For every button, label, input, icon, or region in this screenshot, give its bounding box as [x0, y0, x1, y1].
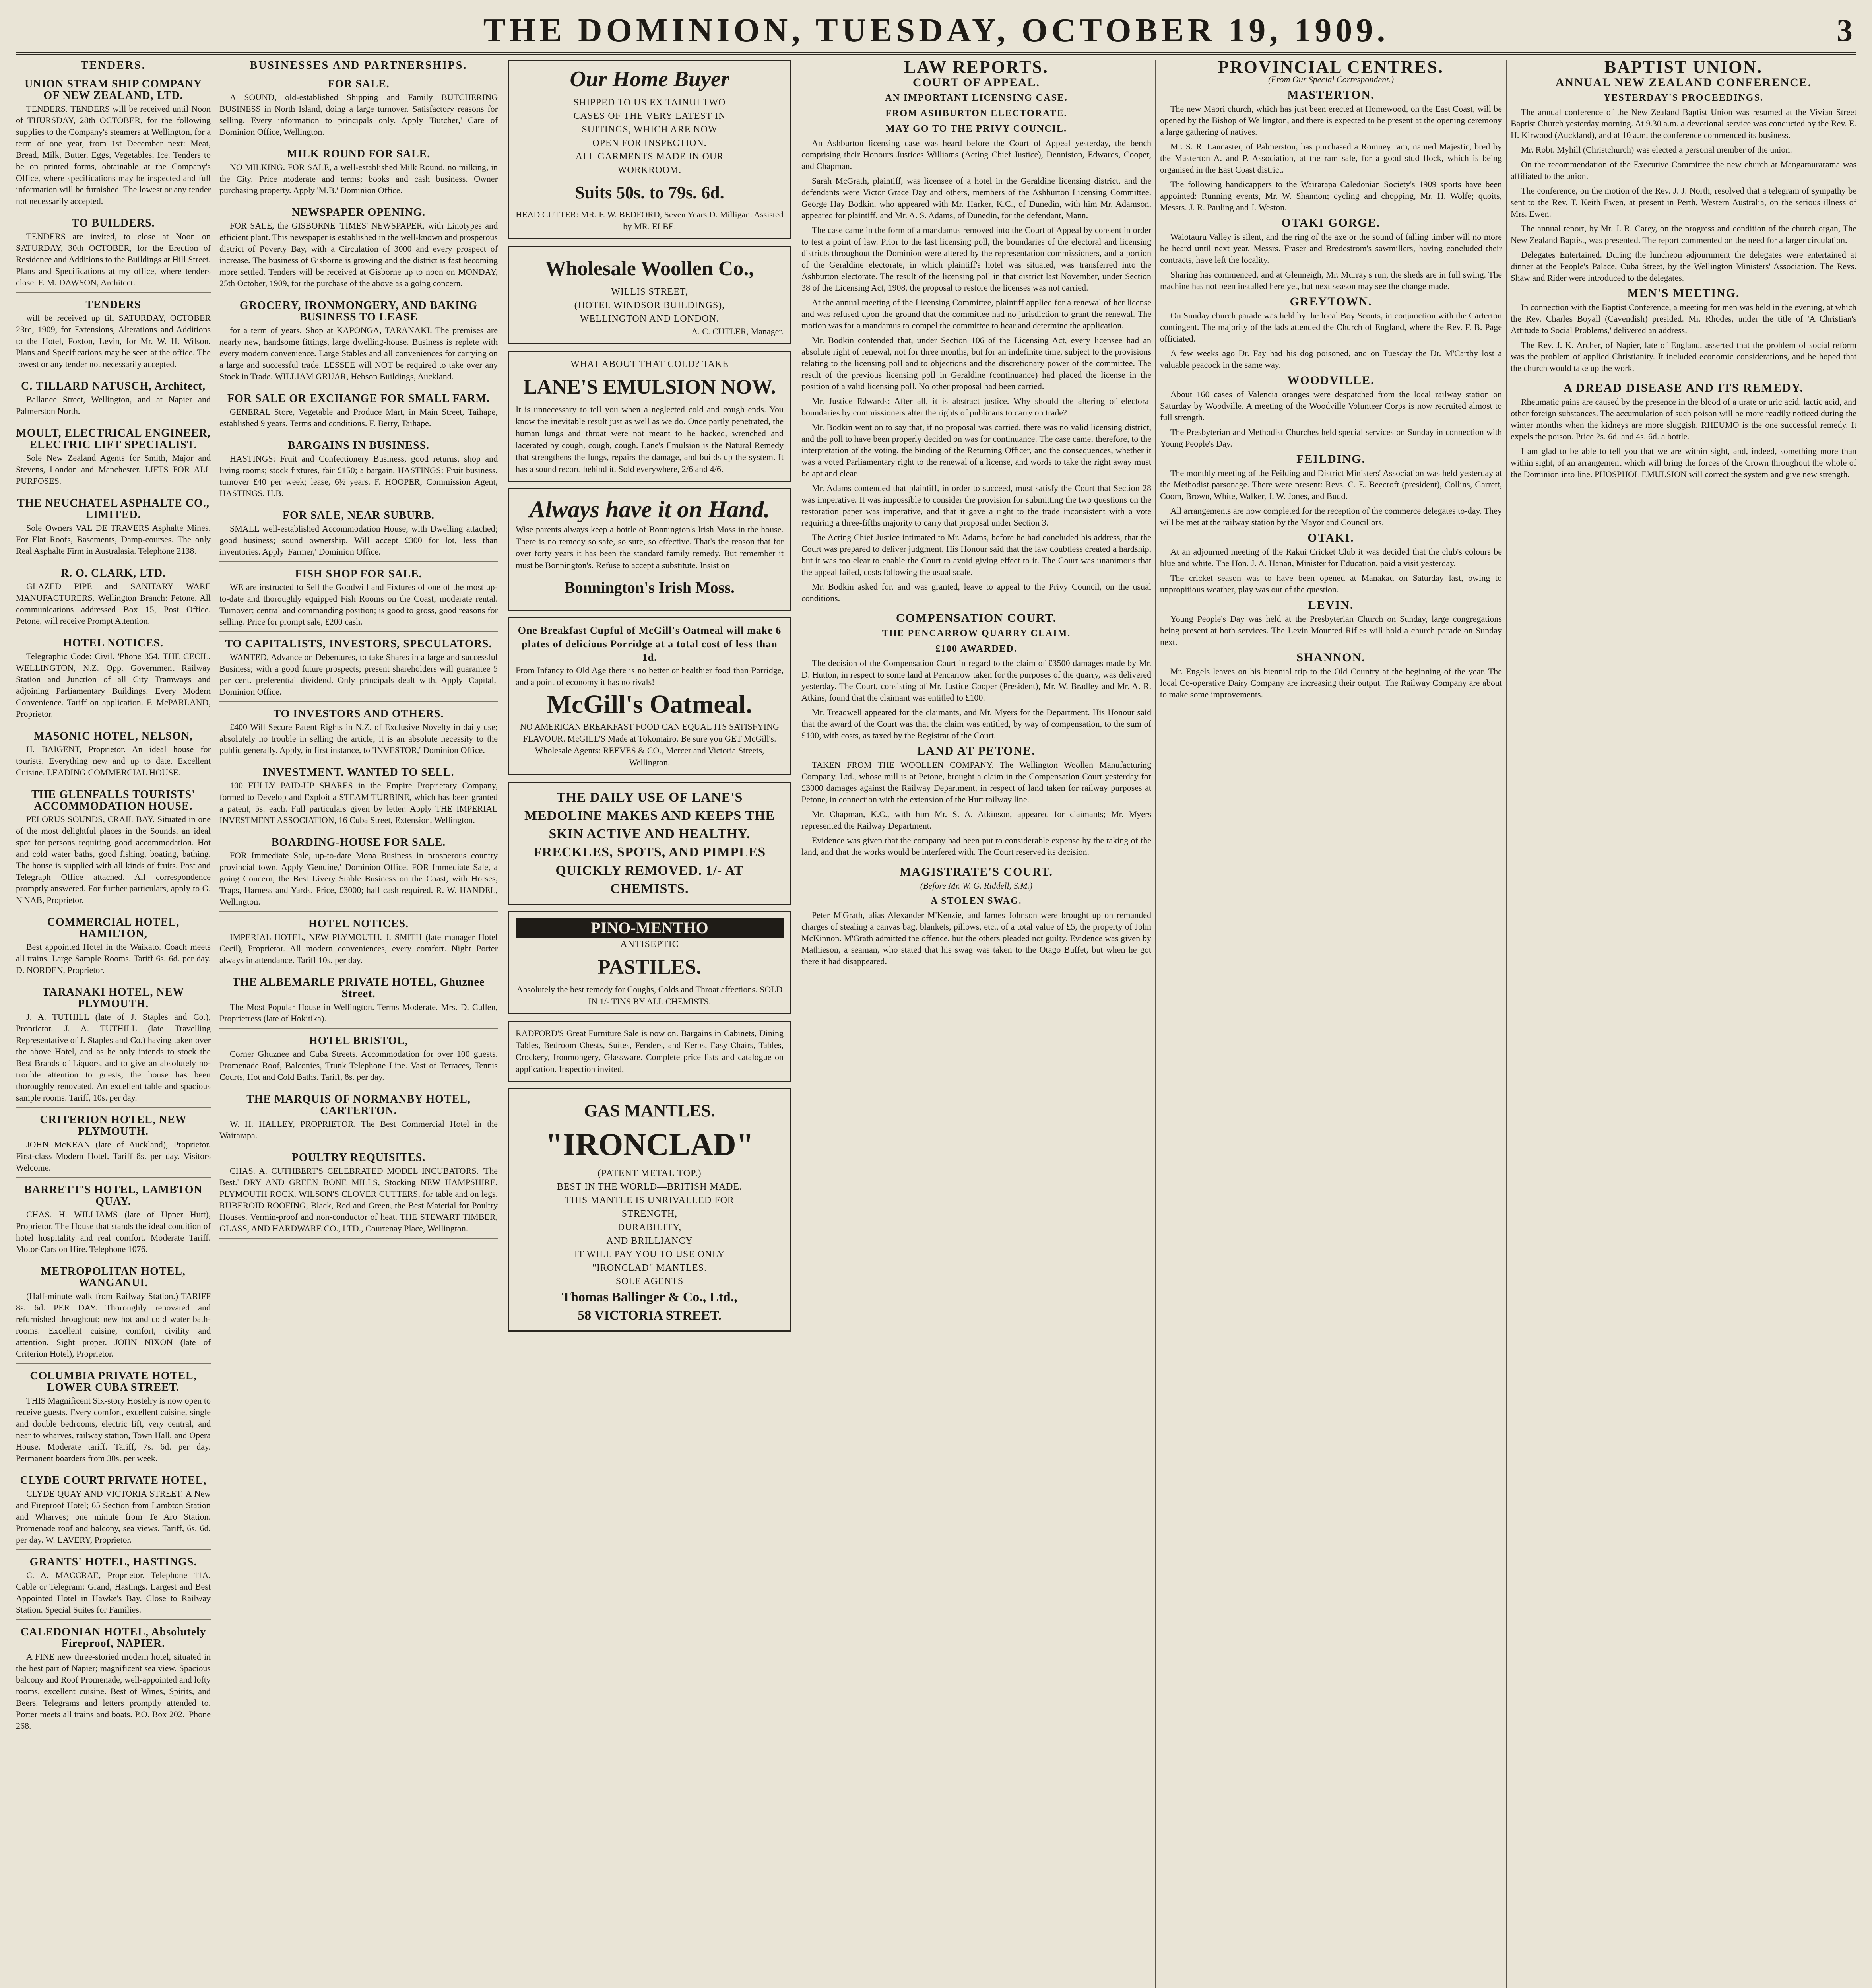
item-text: HASTINGS: Fruit and Confectionery Business, good returns, shop and living rooms; stock fixtures, fair £150; a bargain. HASTINGS: Fruit business, turnover £40 per week; lease, 6½ years. F. HOOPER, Commission Agent, HASTINGS, H.B.: [219, 454, 498, 498]
ad-text: It is unnecessary to tell you when a neglected cold and cough ends. You know the inevitable result just as well as we do. Once partly penetrated, the human lungs and throat were not meant to be hacked, wrenched and lacerated by cough, cough, cough. Lane's Emulsion is the Natural Remedy that strengthens the lungs, repairs the damage, and builds up the system. It has a sound record behind it. Sold everywhere, 2/6 and 4/6.: [516, 404, 784, 474]
column-provincial-centres: [1160, 60, 1502, 1988]
paragraph: Evidence was given that the company had been put to considerable expense by the taking of the land, and that the works would be interfered with. The Court reserved its decision.: [801, 835, 1151, 857]
ad-line: IT WILL PAY YOU TO USE ONLY: [574, 1249, 725, 1260]
page-number: 3: [1837, 13, 1853, 48]
subsection-heading: MAY GO TO THE PRIVY COUNCIL.: [885, 124, 1067, 134]
item-text: IMPERIAL HOTEL, NEW PLYMOUTH. J. SMITH (late manager Hotel Cecil), Proprietor. All modern conveniences, every comfort. Night Porter always in attendance. Tariff 10s. per day.: [219, 932, 498, 965]
classified-item: [16, 986, 211, 1108]
column-baptist-union: [1511, 60, 1856, 1988]
item-text: CHAS. A. CUTHBERT'S CELEBRATED MODEL INCUBATORS. 'The Best.' DRY AND GREEN BONE MILLS, Stocking NEW HAMPSHIRE, PLYMOUTH ROCK, WILSON'S CLOVER CUTTERS, for table and on legs. RUBEROID ROOFING, Black, Red and Green, the Best Material for Poultry Houses. Vermin-proof and non-conductor of heat. THE STEWART TIMBER, GLASS, AND HARDWARE CO., LTD., Courtenay Place, Wellington.: [219, 1166, 498, 1233]
item-title: MILK ROUND FOR SALE.: [287, 148, 431, 160]
ad-line: AND BRILLIANCY: [606, 1236, 693, 1246]
classified-item: [219, 1152, 498, 1239]
ad-headline: Always have it on Hand.: [529, 496, 770, 522]
ad-text: RADFORD'S Great Furniture Sale is now on. Bargains in Cabinets, Dining Tables, Bedroom Chests, Suites, Fenders, and Kerbs, Easy Chairs, Tables, Crockery, Ironmongery, Glassware. Complete price lists and catalogue on application. Inspection invited.: [516, 1028, 784, 1074]
ad-line: STRENGTH,: [621, 1209, 678, 1219]
paragraph: All arrangements are now completed for the reception of the commerce delegates to-day. They will be met at the railway station by the Mayor and Councillors.: [1160, 506, 1502, 527]
paragraph: Mr. Justice Edwards: After all, it is abstract justice. Why should the altering of electoral boundaries by commissioners alter the rights of publicans to carry on trade?: [801, 396, 1151, 417]
businesses-list: [219, 78, 498, 1239]
subsection-heading: MASTERTON.: [1287, 88, 1375, 101]
ad-line: DURABILITY,: [617, 1222, 682, 1233]
paragraph: The annual report, by Mr. J. R. Carey, on the progress and condition of the church organ, The New Zealand Baptist, was presented. The report commented on the need for a larger circulation.: [1511, 223, 1856, 245]
subsection-heading: FEILDING.: [1296, 452, 1366, 466]
ad-line: THIS MANTLE IS UNRIVALLED FOR: [565, 1195, 734, 1206]
ad-text: From Infancy to Old Age there is no better or healthier food than Porridge, and a point of economy it has no rivals!: [516, 665, 784, 687]
item-title: INVESTMENT. WANTED TO SELL.: [263, 766, 454, 779]
ad-brand: Bonnington's Irish Moss.: [565, 579, 735, 596]
classified-item: [219, 440, 498, 503]
classified-item: [16, 916, 211, 980]
ad-lines: [516, 1167, 784, 1275]
ad-radford-sale: [508, 1021, 791, 1082]
tenders-list: [16, 78, 211, 1736]
item-title: HOTEL NOTICES.: [63, 637, 164, 649]
item-text: will be received up till SATURDAY, OCTOBER 23rd, 1909, for Extensions, Alterations and Additions to the Hotel, Foxton, Levin, for Mr. W. H. Wilson. Plans and Specifications may be seen at the office. The lowest or any tender not necessarily accepted.: [16, 313, 211, 369]
item-text: SMALL well-established Accommodation House, with Dwelling attached; good business; sound ownership. Will accept £300 for lot, less than inventories. Apply 'Farmer,' Dominion Office.: [219, 524, 498, 557]
ad-agents: SOLE AGENTS: [615, 1276, 684, 1287]
item-text: CHAS. H. WILLIAMS (late of Upper Hutt), Proprietor. The House that stands the ideal condition of hotel hospitality and real comfort. Moderate Tariff. Motor-Cars on Hire. Telephone 1076.: [16, 1209, 211, 1254]
item-text: FOR Immediate Sale, up-to-date Mona Business in prosperous country provincial town. Apply 'Genuine,' Dominion Office. FOR Immediate Sale, a going Concern, the Best Livery Stable Business on the Coast, with Horses, Traps, Harness and Yards. Price, £3000; half cash required. R. W. HANDEL, Wellington.: [219, 850, 498, 907]
classified-item: [219, 78, 498, 142]
section-heading: LAW REPORTS.: [904, 60, 1049, 77]
item-text: WE are instructed to Sell the Goodwill and Fixtures of one of the most up-to-date and thoroughly equipped Fish Rooms on the Coast; moderate rental. Turnover; central and commanding position; is good to gross, good reasons for selling. Price for prompt sale, £200 cash.: [219, 582, 498, 627]
ad-bonnington: [508, 488, 791, 611]
subsection-heading: SHANNON.: [1296, 651, 1366, 664]
classified-item: [16, 789, 211, 910]
ad-line: CASES OF THE VERY LATEST IN: [573, 111, 726, 121]
paragraph: Sarah McGrath, plaintiff, was licensee of a hotel in the Geraldine licensing district, and the defendants were Victor Grace Day and others, members of the Ashburton Licensing Committee. George Hay Bodkin, who appeared with Mr. Harker, K.C., of Dunedin, with him Mr. Adamson, appeared for plaintiff, and Mr. A. S. Adams, of Dunedin, for the defendant, Mann.: [801, 176, 1151, 220]
item-title: COMMERCIAL HOTEL, HAMILTON,: [47, 916, 180, 940]
ad-line: WILLIS STREET,: [611, 287, 688, 297]
item-title: TENDERS: [85, 299, 141, 311]
classified-item: [16, 567, 211, 631]
article-body: [1511, 396, 1856, 480]
subsection-subtitle: (Before Mr. W. G. Riddell, S.M.): [920, 881, 1033, 891]
ad-product: PASTILES.: [597, 956, 702, 978]
item-text: H. BAIGENT, Proprietor. An ideal house for tourists. Everything new and up to date. Excellent Cuisine. LEADING COMMERCIAL HOUSE.: [16, 744, 211, 777]
paragraph: Mr. Bodkin asked for, and was granted, leave to appeal to the Privy Council, on the usual conditions.: [801, 582, 1151, 603]
classified-item: [16, 1475, 211, 1550]
item-text: GENERAL Store, Vegetable and Produce Mart, in Main Street, Taihape, established 9 years. Terms and conditions. F. Berry, Taihape.: [219, 407, 498, 428]
classified-item: [219, 977, 498, 1029]
item-text: Corner Ghuznee and Cuba Streets. Accommodation for over 100 guests. Promenade Roof, Balconies, Trunk Telephone Line. Vast of Terraces, Tennis Courts, Hot and Cold Baths. Tariff, 8s. per day.: [219, 1049, 498, 1082]
item-text: THIS Magnificent Six-story Hostelry is now open to receive guests. Every comfort, excellent cuisine, single and double bedrooms, electric lift, very central, and near to wharves, railway station, Town Hall, and Opera House. Moderate tariff. Tariff, 7s. 6d. per day. Permanent boarders from 30s. per week.: [16, 1396, 211, 1463]
column-heading: BUSINESSES AND PARTNERSHIPS.: [219, 60, 498, 74]
classified-item: [219, 568, 498, 632]
classified-item: [16, 1114, 211, 1178]
ad-home-buyer: [508, 60, 791, 239]
item-title: BARRETT'S HOTEL, LAMBTON QUAY.: [24, 1184, 202, 1208]
item-title: UNION STEAM SHIP COMPANY OF NEW ZEALAND, LTD.: [25, 78, 202, 102]
ad-line: SHIPPED TO US EX TAINUI TWO: [573, 97, 726, 108]
item-title: CRITERION HOTEL, NEW PLYMOUTH.: [40, 1114, 187, 1138]
item-title: FOR SALE.: [328, 78, 390, 90]
classified-item: [16, 1266, 211, 1364]
paragraph: Mr. Treadwell appeared for the claimants, and Mr. Myers for the Department. His Honour said that the award of the Court was that the claim was entitled, by way of compensation, to the sum of £100, with costs, as taxed by the Registrar of the Court.: [801, 707, 1151, 740]
paragraph: At the annual meeting of the Licensing Committee, plaintiff applied for a renewal of her license and was refused upon the ground that the committee had no jurisdiction to grant the renewal. The motion was for a mandamus to compel the committee to hear and determine the application.: [801, 297, 1151, 330]
item-title: THE NEUCHATEL ASPHALTE CO., LIMITED.: [17, 497, 210, 521]
item-text: FOR SALE, the GISBORNE 'TIMES' NEWSPAPER, with Linotypes and efficient plant. This newspaper is established in the well-known and prosperous district of Poverty Bay, with a Circulation of 3000 and every prospect of increase. The business of Gisborne is growing and the district is fast becoming more settled. Tenders will be received at Gisborne up to noon on MONDAY, 25th October, 1909, for the purchase of the above as a going concern.: [219, 221, 498, 288]
item-title: HOTEL NOTICES.: [308, 918, 409, 930]
item-text: JOHN McKEAN (late of Auckland), Proprietor. First-class Modern Hotel. Tariff 8s. per day. Visitors Welcome.: [16, 1140, 211, 1173]
paragraph: The new Maori church, which has just been erected at Homewood, on the East Coast, will be opened by the Bishop of Wellington, and there is expected to be present at the opening ceremony a large gathering of natives.: [1160, 104, 1502, 137]
ad-headline: GAS MANTLES.: [584, 1101, 716, 1120]
section-heading: BAPTIST UNION.: [1604, 60, 1763, 77]
ad-brand: PINO-MENTHO: [516, 918, 784, 938]
subsection-heading: AN IMPORTANT LICENSING CASE.: [885, 93, 1068, 103]
item-title: TO INVESTORS AND OTHERS.: [273, 708, 444, 720]
column-advertisements: [506, 60, 793, 1988]
item-text: 100 FULLY PAID-UP SHARES in the Empire Proprietary Company, formed to Develop and Exploit a STEAM TURBINE, which has been granted a patent; 5s. each. Full particulars given by letter. Apply THE IMPERIAL INVESTMENT ASSOCIATION, 16 Cuba Street, Extension, Wellington.: [219, 780, 498, 825]
item-text: C. A. MACCRAE, Proprietor. Telephone 11A. Cable or Telegram: Grand, Hastings. Largest and Best Appointed Hotel in Hawke's Bay. Close to Railway Station. Special Suites for Families.: [16, 1570, 211, 1615]
paragraph: Mr. Adams contended that plaintiff, in order to succeed, must satisfy the Court that Section 28 was imperative. It was impossible to consider the provision for submitting the two questions on the restoration paper was imperative, and that it gave a right to the trade inconsistent with a vote requiring a three-fifths majority to carry that proposal under Section 3.: [801, 483, 1151, 528]
article-body: [1511, 301, 1856, 374]
ad-brand: LANE'S EMULSION NOW.: [523, 376, 776, 398]
item-title: THE MARQUIS OF NORMANBY HOTEL, CARTERTON.: [246, 1093, 471, 1117]
item-title: C. TILLARD NATUSCH, Architect,: [21, 380, 206, 392]
item-title: CALEDONIAN HOTEL, Absolutely Fireproof, NAPIER.: [21, 1626, 206, 1650]
paragraph: Waiotauru Valley is silent, and the ring of the axe or the sound of falling timber will no more be heard until next year. Messrs. Fraser and Bredestrom's sawmillers, having concluded their contracts, have left the locality.: [1160, 232, 1502, 265]
paragraph: An Ashburton licensing case was heard before the Court of Appeal yesterday, the bench comprising their Honours Justices Williams (Acting Chief Justice), Denniston, Edwards, Cooper, and Chapman.: [801, 138, 1151, 171]
paragraph: Mr. Bodkin went on to say that, if no proposal was carried, there was no valid licensing district, and the poll to have been properly decided on was for continuance. The case came, therefore, to the interpretation of the voting, the binding of the Returning Officer, and the consequences, whether it was a voted Parliamentary right to the renewal of a license, and words to take the right away must be apt and clear.: [801, 422, 1151, 478]
classified-item: [219, 638, 498, 702]
item-text: W. H. HALLEY, PROPRIETOR. The Best Commercial Hotel in the Wairarapa.: [219, 1119, 498, 1140]
item-title: FOR SALE OR EXCHANGE FOR SMALL FARM.: [227, 392, 490, 405]
item-text: Sole New Zealand Agents for Smith, Major and Stevens, London and Manchester. LIFTS FOR ALL PURPOSES.: [16, 453, 211, 486]
ad-line: OPEN FOR INSPECTION.: [592, 138, 707, 148]
paragraph: On Sunday church parade was held by the local Boy Scouts, in conjunction with the Carterton contingent. The majority of the lads attended the Church of England, where the Rev. F. B. Page officiated.: [1160, 311, 1502, 344]
paragraph: I am glad to be able to tell you that we are within sight, and, indeed, something more than within sight, of an arrangement which will bring the forces of the Crown throughout the whole of the Dominion into line. PHOSPHOL EMULSION will correct the system and give new strength.: [1511, 446, 1856, 479]
classified-item: [16, 427, 211, 491]
paragraph: Mr. Robt. Myhill (Christchurch) was elected a personal member of the union.: [1521, 145, 1792, 155]
classified-item: [219, 510, 498, 562]
paragraph: On the recommendation of the Executive Committee the new church at Mangaraurarama was affiliated to the union.: [1511, 159, 1856, 181]
subsection-heading: MEN'S MEETING.: [1627, 287, 1740, 300]
paragraph: Peter M'Grath, alias Alexander M'Kenzie, and James Johnson were brought up on remanded charges of stealing a canvas bag, blankets, pillows, etc., of a total value of £5, the property of John McKinnon. M'Grath admitted the offence, but the others pleaded not guilty. Evidence was given by Mathieson, a seaman, who stated that his swag was taken to the Otago Buffet, but when he got there it had disappeared.: [801, 910, 1151, 966]
paragraph: The monthly meeting of the Feilding and District Ministers' Association was held yesterday at the Methodist parsonage. There were present: Revs. C. E. Beecroft (president), Collins, Garrett, Coom, Brown, White, Walker, J. W. Jones, and Budd.: [1160, 468, 1502, 501]
classified-item: [219, 708, 498, 760]
ad-line: "IRONCLAD" MANTLES.: [592, 1263, 707, 1273]
subsection-heading: OTAKI GORGE.: [1281, 216, 1381, 229]
ad-woollen-company: [508, 246, 791, 344]
column-law-reports: [801, 60, 1151, 1988]
item-title: POULTRY REQUISITES.: [291, 1151, 426, 1164]
provincial-sections: [1160, 89, 1502, 700]
classified-item: [16, 217, 211, 293]
ad-headline: One Breakfast Cupful of McGill's Oatmeal will make 6 plates of delicious Porridge at a total cost of less than 1d.: [518, 625, 782, 663]
item-text: TENDERS. TENDERS will be received until Noon of THURSDAY, 28th OCTOBER, for the following supplies to the Company's steamers at Wellington, for a term of one year, from 1st December next: Meat, Bread, Milk, Butter, Eggs, Vegetables, Ice. Tenders to be on printed forms, obtainable at the Company's Office, where specifications may be inspected and full information will be furnished. The lowest or any tender not necessarily accepted.: [16, 104, 211, 206]
subsection-heading: A STOLEN SWAG.: [931, 896, 1022, 906]
ad-note: Absolutely the best remedy for Coughs, Colds and Throat affections. SOLD IN 1/- TINS BY ALL CHEMISTS.: [516, 984, 783, 1006]
paragraph: Mr. Bodkin contended that, under Section 106 of the Licensing Act, every licensee had an absolute right of renewal, not for three months, but for an indefinite time, subject to the provisions relating to the licensing poll and to objections and the discretionary power of the committee. The result of the previous licensing poll in Geraldine (continuance) had placed the license in the position of a valid licensing poll. No other proposal had been carried.: [801, 335, 1151, 391]
paragraph: The cricket season was to have been opened at Manakau on Saturday last, owing to unpropitious weather, play was out of the question.: [1160, 573, 1502, 594]
item-title: TO CAPITALISTS, INVESTORS, SPECULATORS.: [225, 638, 492, 650]
article-body: [801, 657, 1151, 741]
article-body: [801, 759, 1151, 858]
column-tenders: [16, 60, 211, 1988]
newspaper-title: THE DOMINION, TUESDAY, OCTOBER 19, 1909.: [483, 12, 1389, 49]
item-title: THE ALBEMARLE PRIVATE HOTEL, Ghuznee Street.: [232, 976, 485, 1000]
item-text: J. A. TUTHILL (late of J. Staples and Co.), Proprietor. J. A. TUTHILL (late Travelling Representative of J. Staples and Co.) having taken over the above Hotel, and as he only intends to stock the Best Brands of Liquors, and to give an absolutely no-trouble attention to guests, the house has been thoroughly renovated. An excellent table and spacious sample rooms. Tariff, 10s. per day.: [16, 1012, 211, 1103]
subsection-heading: YESTERDAY'S PROCEEDINGS.: [1604, 93, 1763, 103]
classified-item: [219, 767, 498, 830]
classified-item: [16, 1626, 211, 1736]
column-rule: [1155, 60, 1156, 1988]
classified-item: [219, 1093, 498, 1145]
item-title: NEWSPAPER OPENING.: [291, 206, 426, 219]
classified-item: [16, 381, 211, 421]
paragraph: Mr. Engels leaves on his biennial trip to the Old Country at the beginning of the year. The local Co-operative Dairy Company are increasing their output. The Railway Company are about to make some improvements.: [1160, 666, 1502, 699]
item-text: The Most Popular House in Wellington. Terms Moderate. Mrs. D. Cullen, Proprietress (late of Hokitika).: [219, 1002, 498, 1023]
classified-item: [16, 1370, 211, 1468]
item-title: FOR SALE, NEAR SUBURB.: [282, 509, 435, 522]
paragraph: Delegates Entertained. During the luncheon adjournment the delegates were entertained at dinner at the People's Palace, Cuba Street, by the Wellington Ministers' Association. The Revs. Shaw and Rider were introduced to the delegates.: [1511, 250, 1856, 283]
classified-item: [219, 1035, 498, 1087]
ad-mcgills-oatmeal: [508, 617, 791, 775]
item-text: Best appointed Hotel in the Waikato. Coach meets all trains. Large Sample Rooms. Tariff 6s. 6d. per day. D. NORDEN, Proprietor.: [16, 942, 211, 975]
classified-item: [219, 207, 498, 293]
article-body: [801, 137, 1151, 604]
classified-item: [16, 730, 211, 782]
ad-medoline: [508, 782, 791, 905]
item-text: CLYDE QUAY AND VICTORIA STREET. A New and Fireproof Hotel; 65 Section from Lambton Station and Wharves; one minute from Te Aro Station. Promenade roof and balcony, sea views. Tariff, 6s. 6d. per day. W. LAVERY, Proprietor.: [16, 1489, 211, 1545]
ad-ironclad-mantles: [508, 1088, 791, 1332]
classified-item: [16, 497, 211, 561]
subsection-heading: OTAKI.: [1307, 531, 1354, 544]
paragraph: Mr. S. R. Lancaster, of Palmerston, has purchased a Romney ram, named Majestic, bred by the Masterton A. and P. Association, at the ram sale, for a good stud flock, which is being organised in the East Coast district.: [1160, 142, 1502, 175]
subsection-heading: WOODVILLE.: [1287, 374, 1375, 387]
paragraph: The Acting Chief Justice intimated to Mr. Adams, before he had concluded his address, that the Court was prepared to deliver judgment. His Honour said that the law doubtless created a hardship, but it was too clear to enable the Court to avoid giving effect to it. The Court was unanimous that the appeal failed, costs following the usual scale.: [801, 532, 1151, 577]
classified-item: [219, 393, 498, 433]
classified-item: [219, 300, 498, 386]
item-title: GRANTS' HOTEL, HASTINGS.: [29, 1556, 197, 1568]
subsection-heading: LEVIN.: [1308, 598, 1354, 612]
classified-item: [16, 1556, 211, 1620]
paragraph: The case came in the form of a mandamus removed into the Court of Appeal by consent in order to test a point of law. Prior to the last licensing poll, the boundaries of the electoral and licensing districts throughout the Dominion were altered by the representation commissioners, and a portion of the Geraldine electorate, in which plaintiff's hotel was situated, was transferred into the Ashburton electorate. The result of the licensing poll in that district last November, under Section 38 of the Licensing Act, 1908, the proposal to restore the licenses was not carried.: [801, 225, 1151, 293]
item-title: BOARDING-HOUSE FOR SALE.: [271, 836, 446, 848]
item-text: WANTED, Advance on Debentures, to take Shares in a large and successful Business; with a good future prospects; present shareholders will guarantee 5 per cent. preferential dividend. Only principals dealt with. Apply 'Capital,' Dominion Office.: [219, 652, 498, 697]
section-heading: PROVINCIAL CENTRES.: [1218, 60, 1444, 77]
subsection-heading: COMPENSATION COURT.: [896, 612, 1057, 625]
column-heading: TENDERS.: [16, 60, 211, 74]
classified-item: [16, 1184, 211, 1259]
item-text: GLAZED PIPE and SANITARY WARE MANUFACTURERS. Wellington Branch: Petone. All communications addressed Box 15, Post Office, Petone, will receive Prompt Attention.: [16, 581, 211, 626]
item-title: R. O. CLARK, LTD.: [60, 567, 166, 579]
paragraph: Sharing has commenced, and at Glenneigh, Mr. Murray's run, the sheds are in full swing. The machine has not been installed here yet, but next season may see the change made.: [1160, 270, 1502, 291]
ad-pino-mentho: [508, 911, 791, 1014]
subsection-heading: FROM ASHBURTON ELECTORATE.: [885, 108, 1067, 118]
item-title: FISH SHOP FOR SALE.: [295, 568, 422, 580]
ad-headline: Our Home Buyer: [570, 67, 729, 91]
ad-text: THE DAILY USE OF LANE'S MEDOLINE MAKES AND KEEPS THE SKIN ACTIVE AND HEALTHY. FRECKLES, SPOTS, AND PIMPLES QUICKLY REMOVED. 1/- AT CHEMISTS.: [524, 790, 775, 896]
item-text: (Half-minute walk from Railway Station.) TARIFF 8s. 6d. PER DAY. Thoroughly renovated and refurnished throughout; new hot and cold water bath-rooms. Excellent cuisine, comfort, civility and attention. Sight proper. JOHN NIXON (late of Criterion Hotel), Proprietor.: [16, 1291, 211, 1359]
subsection-heading: A DREAD DISEASE AND ITS REMEDY.: [1563, 381, 1804, 394]
item-title: MOULT, ELECTRICAL ENGINEER, ELECTRIC LIFT SPECIALIST.: [16, 427, 211, 451]
subsection-heading: GREYTOWN.: [1290, 295, 1372, 308]
ad-line: WELLINGTON AND LONDON.: [580, 314, 720, 324]
item-text: £400 Will Secure Patent Rights in N.Z. of Exclusive Novelty in daily use; absolutely no trouble in selling the article; it is an absolute necessity to the public generally. Apply, in first instance, to 'INVESTOR,' Dominion Office.: [219, 722, 498, 755]
ad-lanes-emulsion: [508, 351, 791, 482]
subsection-heading: MAGISTRATE'S COURT.: [900, 865, 1053, 878]
ad-brand: Wholesale Woollen Co.,: [545, 257, 754, 280]
column-rule: [1506, 60, 1507, 1988]
ad-line: ALL GARMENTS MADE IN OUR: [575, 151, 724, 162]
paragraph: The annual conference of the New Zealand Baptist Union was resumed at the Vivian Street Baptist Church yesterday morning. At 9.30 a.m. a devotional service was conducted by the Rev. E. H. Kirwood (Auckland), and at 10 a.m. the conference commenced its business.: [1511, 107, 1856, 140]
classified-item: [16, 78, 211, 211]
ad-note: NO AMERICAN BREAKFAST FOOD CAN EQUAL ITS SATISFYING FLAVOUR. McGILL'S Made at Tokomairo. Be sure you GET McGill's. Wholesale Agents: REEVES & CO., Mercer and Victoria Streets, Wellington.: [520, 722, 779, 767]
column-businesses: [219, 60, 498, 1988]
item-text: Ballance Street, Wellington, and at Napier and Palmerston North.: [16, 394, 211, 416]
ad-brand: "IRONCLAD": [545, 1127, 754, 1162]
ad-manager: A. C. CUTLER, Manager.: [691, 326, 784, 336]
item-title: TO BUILDERS.: [72, 217, 155, 229]
paragraph: Rheumatic pains are caused by the presence in the blood of a urate or uric acid, lactic acid, and other foreign substances. The accumulation of such poison will be more readily noticed during the winter months when the kidneys are more sluggish. RHEUMO is the one successful remedy. It expels the poison. Price 2s. 6d. and 4s. 6d. a bottle.: [1511, 397, 1856, 441]
paragraph: TAKEN FROM THE WOOLLEN COMPANY. The Wellington Woollen Manufacturing Company, Ltd., whose mill is at Petone, brought a claim in the Compensation Court yesterday for £3000 damages against the Railway Department, in respect of land taken for railway purposes at Petone, in connection with the extension of the Hutt railway line.: [801, 760, 1151, 804]
article-body: [1511, 106, 1856, 283]
classified-item: [16, 637, 211, 724]
ad-line: (PATENT METAL TOP.): [597, 1168, 702, 1178]
item-text: TENDERS are invited, to close at Noon on SATURDAY, 30th OCTOBER, for the Erection of Residence and Additions to the Buildings at Hill Street. Plans and Specifications at my office, where tenders close. F. M. DAWSON, Architect.: [16, 231, 211, 287]
ad-price: Suits 50s. to 79s. 6d.: [575, 183, 724, 202]
masthead: [16, 9, 1856, 55]
item-title: BARGAINS IN BUSINESS.: [287, 439, 430, 452]
section-subtitle: (From Our Special Correspondent.): [1268, 74, 1394, 84]
paragraph: In connection with the Baptist Conference, a meeting for men was held in the evening, at which the Rev. Charles Boyall (Cavendish) presided. Mr. Rhodes, under the title of 'A Christian's Attitude to Social Problems,' delivered an address.: [1511, 302, 1856, 335]
ad-line: WORKROOM.: [617, 165, 682, 175]
paragraph: The conference, on the motion of the Rev. J. J. North, resolved that a telegram of sympathy be sent to the Rev. T. Keith Ewen, at present in Perth, Western Australia, on the serious illness of Mrs. Ewen.: [1511, 186, 1856, 219]
ad-company: Thomas Ballinger & Co., Ltd.,: [562, 1290, 737, 1305]
item-title: TARANAKI HOTEL, NEW PLYMOUTH.: [42, 986, 184, 1010]
classified-item: [219, 837, 498, 912]
item-title: METROPOLITAN HOTEL, WANGANUI.: [41, 1265, 186, 1289]
item-title: COLUMBIA PRIVATE HOTEL, LOWER CUBA STREET.: [30, 1370, 197, 1394]
subsection-heading: LAND AT PETONE.: [917, 744, 1036, 757]
ad-lines: [516, 285, 784, 326]
ad-sub: ANTISEPTIC: [620, 939, 679, 949]
paragraph: About 160 cases of Valencia oranges were despatched from the local railway station on Saturday by Woodville. A meeting of the Woodville Volunteer Corps is now recruited almost to full strength.: [1160, 389, 1502, 422]
item-text: A FINE new three-storied modern hotel, situated in the best part of Napier; magnificent sea view. Spacious balcony and Roof Promenade, well-appointed and lofty rooms, excellent cuisine. Best of Wines, Spirits, and Beers. Telegrams and letters promptly attended to. Porter meets all trains and boats. P.O. Box 202. 'Phone 268.: [16, 1652, 211, 1731]
subsection-heading: THE PENCARROW QUARRY CLAIM.: [882, 628, 1071, 639]
subsection-heading: COURT OF APPEAL.: [912, 76, 1040, 89]
paragraph: The decision of the Compensation Court in regard to the claim of £3500 damages made by Mr. D. Hutton, in respect to some land at Pencarrow taken for the purposes of the quarry, was delivered yesterday. The Court, consisting of Mr. Justice Cooper (President), Mr. W. Bradley and Mr. A. R. Atkins, found that the claimant was entitled to £100.: [801, 658, 1151, 703]
paragraph: A few weeks ago Dr. Fay had his dog poisoned, and on Tuesday the Dr. M'Carthy lost a valuable peacock in the same way.: [1160, 348, 1502, 370]
paragraph: The Rev. J. K. Archer, of Napier, late of England, asserted that the problem of social reform was the problem of applied Christianity. It included economic considerations, and he hoped that the church would take up the work.: [1511, 340, 1856, 373]
classified-item: [219, 148, 498, 200]
subsection-heading: ANNUAL NEW ZEALAND CONFERENCE.: [1555, 76, 1812, 89]
item-title: MASONIC HOTEL, NELSON,: [33, 730, 193, 742]
item-title: HOTEL BRISTOL,: [308, 1035, 409, 1047]
ad-brand: McGill's Oatmeal.: [547, 690, 753, 719]
ad-text: Wise parents always keep a bottle of Bonnington's Irish Moss in the house. There is no remedy so safe, so sure, so effective. That's the reason that for over forty years it has been the standard family remedy. But remember it must be Bonnington's. Refuse to accept a substitute. Insist on: [516, 524, 784, 570]
item-title: GROCERY, IRONMONGERY, AND BAKING BUSINESS TO LEASE: [239, 299, 478, 323]
ad-line: BEST IN THE WORLD—BRITISH MADE.: [557, 1182, 743, 1192]
item-text: PELORUS SOUNDS, CRAIL BAY. Situated in one of the most delightful places in the Sounds, an ideal spot for persons requiring good accommodation. Hot and cold water baths, good fishing, boating, bathing. The house is supplied with all kinds of fruits. Post and Telegraph Office attached. All correspondence promptly answered. For further particulars, apply to G. N'NAB, Proprietor.: [16, 814, 211, 905]
paragraph: At an adjourned meeting of the Rakui Cricket Club it was decided that the club's colours be blue and white. The Hon. J. A. Hanan, Minister for Education, paid a visit yesterday.: [1160, 547, 1502, 568]
paragraph: Mr. Chapman, K.C., with him Mr. S. A. Atkinson, appeared for claimants; Mr. Myers represented the Railway Department.: [801, 809, 1151, 831]
classified-item: [219, 918, 498, 970]
paragraph: The Presbyterian and Methodist Churches held special services on Sunday in connection with Young People's Day.: [1160, 427, 1502, 448]
item-text: NO MILKING. FOR SALE, a well-established Milk Round, no milking, in the City. Price moderate and terms; books and cash business. Owner purchasing property. Apply 'M.B.' Dominion Office.: [219, 162, 498, 195]
ad-cutter: HEAD CUTTER: MR. F. W. BEDFORD, Seven Years D. Milligan. Assisted by MR. ELBE.: [516, 210, 784, 231]
item-text: A SOUND, old-established Shipping and Family BUTCHERING BUSINESS in North Island, doing a large turnover. Satisfactory reasons for selling. Every information to principals only. Apply 'Butcher,' Care of Dominion Office, Wellington.: [219, 92, 498, 137]
ad-line: (HOTEL WINDSOR BUILDINGS),: [574, 300, 725, 311]
item-title: CLYDE COURT PRIVATE HOTEL,: [20, 1474, 207, 1487]
ad-address: 58 VICTORIA STREET.: [578, 1308, 722, 1323]
subsection-heading: £100 AWARDED.: [935, 644, 1018, 654]
classified-item: [16, 299, 211, 374]
ad-lines: [516, 96, 784, 177]
ad-line: SUITINGS, WHICH ARE NOW: [582, 124, 718, 135]
paragraph: Young People's Day was held at the Presbyterian Church on Sunday, large congregations being present at both services. The Levin Mounted Rifles will hold a church parade on Sunday next.: [1160, 614, 1502, 647]
ad-headline: WHAT ABOUT THAT COLD? TAKE: [570, 359, 729, 369]
article-body: [801, 909, 1151, 967]
item-title: THE GLENFALLS TOURISTS' ACCOMMODATION HOUSE.: [31, 788, 196, 812]
paragraph: The following handicappers to the Wairarapa Caledonian Society's 1909 sports have been appointed: Running events, Mr. W. Shannon; cycling and chopping, Mr. H. Wolfe; quoits, Messrs. J. R. Pauling and J. Weston.: [1160, 179, 1502, 212]
item-text: Telegraphic Code: Civil. 'Phone 354. THE CECIL, WELLINGTON, N.Z. Opp. Government Railway Station and Junction of all City Tramways and adjoining Parliamentary Buildings. Every Modern Convenience. Tariff on application. F. McPARLAND, Proprietor.: [16, 651, 211, 719]
item-text: Sole Owners VAL DE TRAVERS Asphalte Mines. For Flat Roofs, Basements, Damp-courses. The only Real Asphalte Firm in Australasia. Telephone 2138.: [16, 523, 211, 556]
item-text: for a term of years. Shop at KAPONGA, TARANAKI. The premises are nearly new, handsome fittings, large dwelling-house. Business is replete with every modern convenience. Large Stables and all conveniences for carrying on a large and successful trade. LESSEE will NOT be required to take over any Stock in Trade. WILLIAM GRUAR, Hebson Buildings, Auckland.: [219, 325, 498, 381]
